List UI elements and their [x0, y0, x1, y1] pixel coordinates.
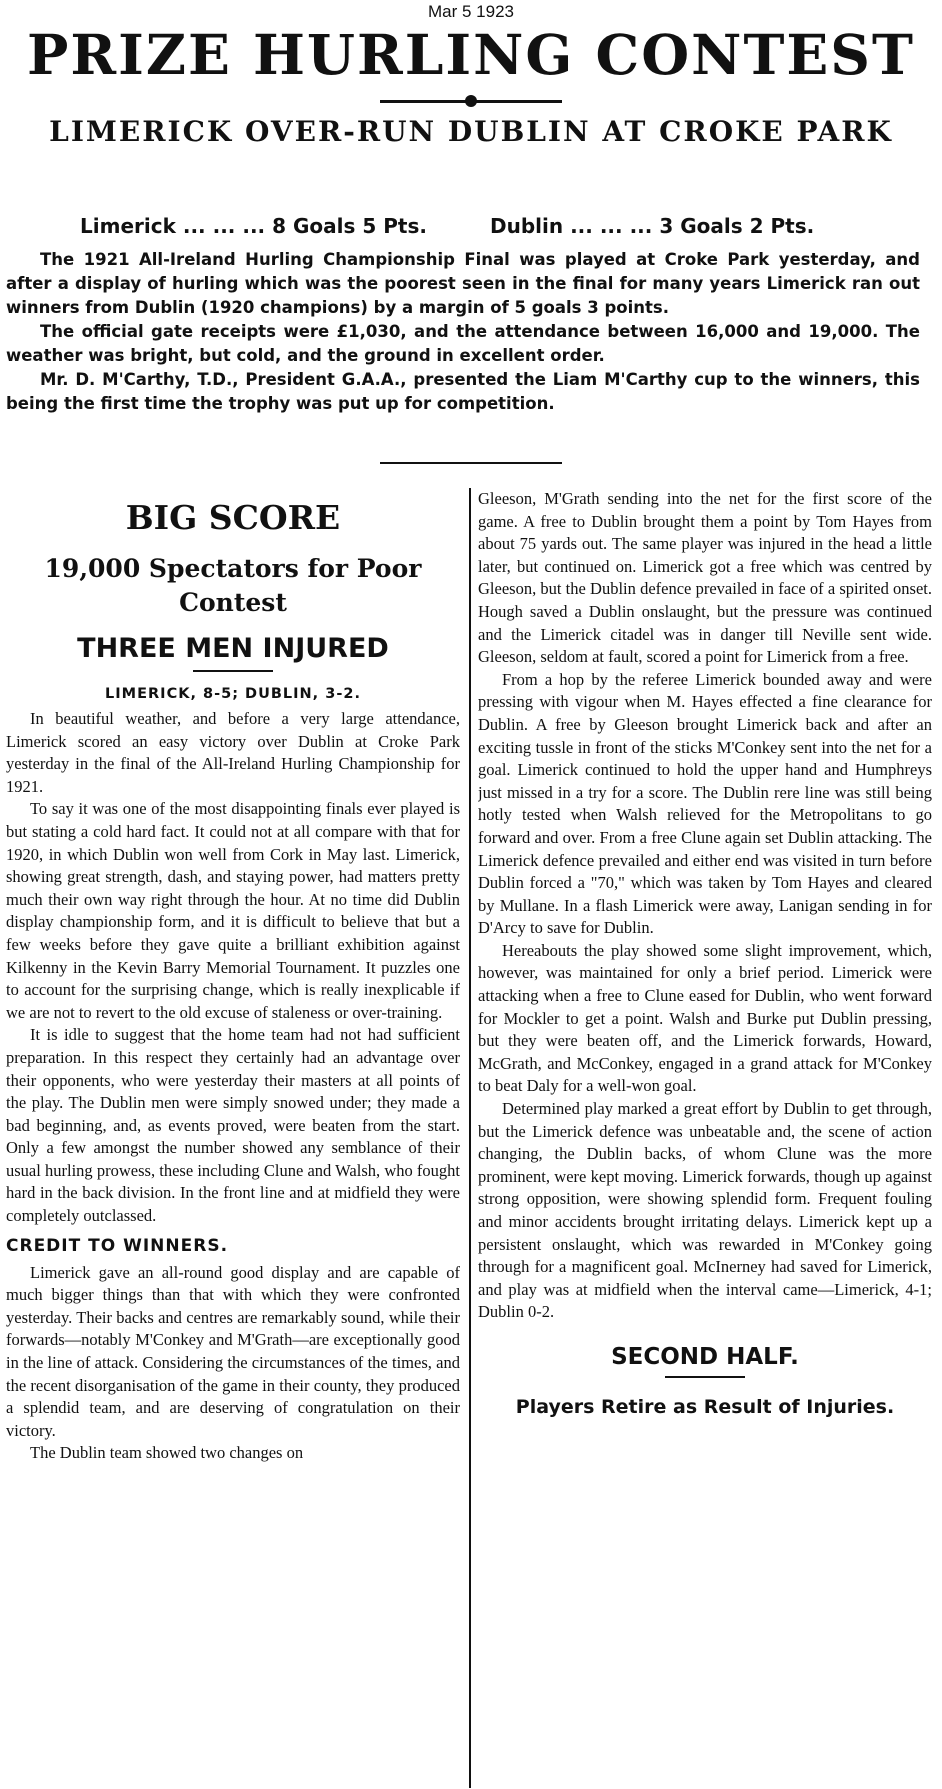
body-paragraph: Hereabouts the play showed some slight improvement, which, however, was maintained for only a brief period. Limerick were attacking when a free to Clune eased for Dublin, who went forward for Mockler to get a point. Walsh and Burke put Dublin pressing, but they were beaten off, and the Limerick forwards, Howard, McGrath, and McConkey, engaged in a grand attack for M'Conkey to beat Daly for a well-won goal. [478, 940, 932, 1096]
headline: PRIZE HURLING CONTEST [27, 22, 915, 87]
left-column [6, 488, 460, 1789]
body-paragraph: Determined play marked a great effort by Dublin to get through, but the Limerick defence was unbeatable and, the scene of action changing, the Dublin backs, of whom Clune was the more prominent, were kept moving. Limerick forwards, though up against strong opposition, were showing splendid form. Frequent fouling and minor accidents brought irritating delays. Limerick kept up a persistent onslaught, which was rewarded in M'Conkey going through for a magnificent goal. McInerney had saved for Limerick, and play was at midfield when the interval came—Limerick, 4-1; Dublin 0-2. [478, 1099, 932, 1322]
body-paragraph: Gleeson, M'Grath sending into the net for the first score of the game. A free to Dublin brought them a point by Tom Hayes from about 75 yards out. The same player was injured in the head a little later, but continued on. Limerick got a free which was centred by Gleeson, but the Dublin defence prevailed in face of a spirited onset. Hough saved a Dublin onslaught, but the pressure was continued and the Limerick citadel was in danger till Neville sent wide. Gleeson, seldom at fault, scored a point for Limerick from a free. [478, 489, 932, 667]
heading-rule [193, 670, 273, 672]
score-dublin: Dublin ... ... ... 3 Goals 2 Pts. [490, 214, 815, 238]
headline-ornament [465, 95, 477, 107]
second-half-heading: SECOND HALF. [611, 1343, 799, 1370]
right-column [478, 488, 932, 1789]
article-date: Mar 5 1923 [428, 2, 514, 21]
injured-heading: THREE MEN INJURED [77, 633, 389, 664]
body-paragraph: It is idle to suggest that the home team had not had sufficient preparation. In this respect they certainly had an advantage over their opponents, who were yesterday their masters at all points of the play. The Dublin men were simply snowed under; they made a bad beginning, and, as events proved, were beaten from the start. Only a few amongst the number showed any semblance of their usual hurling prowess, these including Clune and Walsh, who fought hard in the back division. In the front line and at midfield they were completely outclassed. [6, 1025, 460, 1226]
intro-paragraph: The 1921 All-Ireland Hurling Championship Final was played at Croke Park yesterday, and after a display of hurling which was the poorest seen in the final for many years Limerick ran out winners from Dublin (1920 champions) by a margin of 5 goals 3 points. [6, 250, 920, 317]
body-paragraph: Limerick gave an all-round good display and are capable of much bigger things than that with which they were confronted yesterday. Their backs and centres are remarkably sound, while their forwards—notably M'Conkey and M'Grath—are exceptionally good in the line of attack. Considering the circumstances of the times, and the recent disorganisation of the game in their county, they produced a splendid team, and are deserving of congratulation on their victory. [6, 1262, 460, 1440]
big-score-heading: BIG SCORE [125, 498, 341, 537]
section-rule [380, 462, 562, 464]
body-paragraph: To say it was one of the most disappointing finals ever played is but stating a cold hard fact. It could not at all compare with that for 1920, in which Dublin won well from Cork in May last. Limerick, showing great strength, dash, and staying power, had matters pretty much their own way right through the hour. At no time did Dublin display championship form, and it is difficult to believe that but a few weeks before they gave quite a brilliant exhibition against Kilkenny in the Kevin Barry Memorial Tournament. It puzzles one to account for the surprising change, which is really inexplicable if we are not to revert to the old excuse of staleness or over-training. [6, 799, 460, 1022]
score-limerick: Limerick ... ... ... 8 Goals 5 Pts. [80, 214, 427, 238]
column-divider [469, 488, 471, 1788]
heading-rule [665, 1376, 745, 1378]
subheadline: LIMERICK OVER-RUN DUBLIN AT CROKE PARK [49, 115, 893, 148]
body-paragraph: In beautiful weather, and before a very large attendance, Limerick scored an easy victory over Dublin at Croke Park yesterday in the final of the All-Ireland Hurling Championship for 1921. [6, 709, 460, 796]
spectators-heading: 19,000 Spectators for Poor Contest [44, 554, 422, 617]
intro-summary [6, 248, 920, 416]
body-paragraph: From a hop by the referee Limerick bounded away and were pressing with vigour when M. Hayes effected a fine clearance for Dublin. A free by Gleeson brought Limerick back and after an exciting tussle in front of the sticks M'Conkey sent into the net for a goal. Limerick continued to hold the upper hand and Humphreys just missed in a try for a score. The Dublin rere line was still being hotly tested when Walsh relieved for the Metropolitans to go forward and over. From a free Clune again set Dublin attacking. The Limerick defence prevailed and either end was visited in turn before Dublin forced a "70," which was taken by Tom Hayes and cleared by Mullane. In a flash Limerick were away, Lanigan sending in for D'Arcy to save for Dublin. [478, 669, 932, 938]
dateline: LIMERICK, 8-5; DUBLIN, 3-2. [105, 686, 361, 702]
retire-heading: Players Retire as Result of Injuries. [515, 1395, 895, 1418]
intro-paragraph: The official gate receipts were £1,030, and the attendance between 16,000 and 19,000. The weather was bright, but cold, and the ground in excellent order. [6, 322, 920, 365]
intro-paragraph: Mr. D. M'Carthy, T.D., President G.A.A., presented the Liam M'Carthy cup to the winners, this being the first time the trophy was put up for competition. [6, 370, 920, 413]
body-paragraph: The Dublin team showed two changes on [30, 1443, 304, 1463]
credit-subheading: CREDIT TO WINNERS. [6, 1235, 229, 1256]
